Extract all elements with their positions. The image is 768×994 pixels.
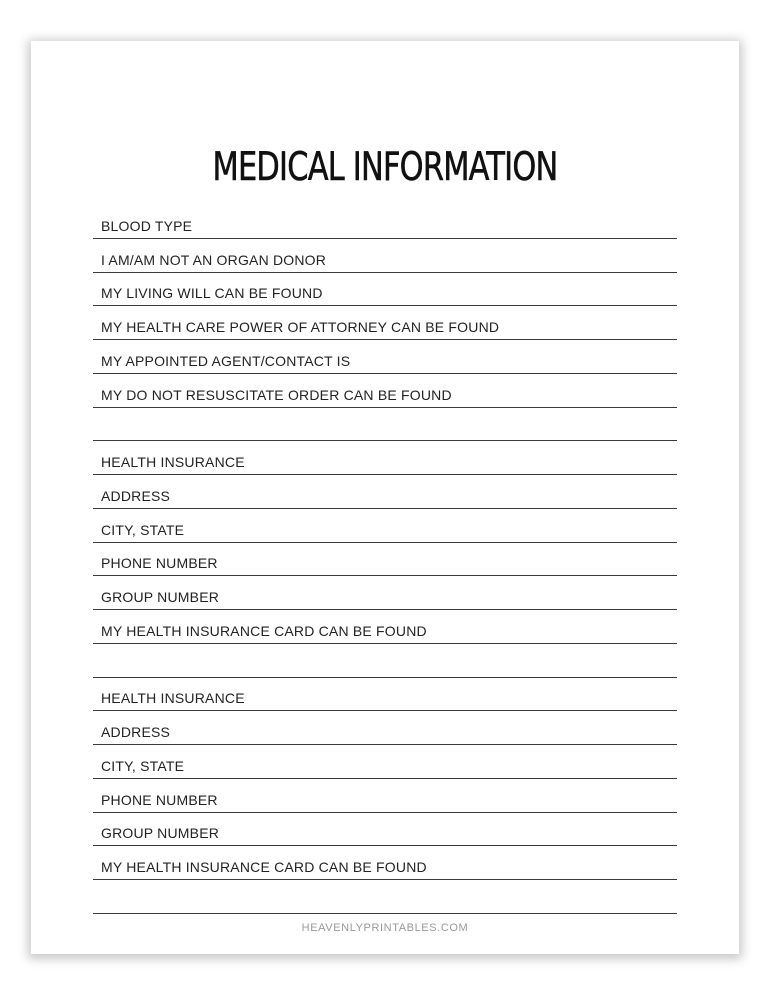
form-row-phone-1[interactable] xyxy=(93,543,677,577)
form-row-phone-2[interactable] xyxy=(93,779,677,813)
row-label: GROUP NUMBER xyxy=(101,825,220,842)
row-label: MY LIVING WILL CAN BE FOUND xyxy=(101,285,323,302)
form-row-blank[interactable] xyxy=(93,408,677,442)
form-row-city-state-1[interactable] xyxy=(93,509,677,543)
row-label: MY APPOINTED AGENT/CONTACT IS xyxy=(101,352,351,369)
form-row-insurance-card-2[interactable] xyxy=(93,846,677,880)
row-label: BLOOD TYPE xyxy=(101,217,193,234)
page-title: MEDICAL INFORMATION xyxy=(212,145,558,190)
form-row-address-2[interactable] xyxy=(93,711,677,745)
medical-info-form xyxy=(93,205,677,914)
printable-page xyxy=(31,41,739,954)
row-label: PHONE NUMBER xyxy=(101,791,218,808)
row-label: GROUP NUMBER xyxy=(101,589,220,605)
row-label: CITY, STATE xyxy=(101,757,185,774)
row-label: ADDRESS xyxy=(101,487,171,504)
row-label: MY HEALTH INSURANCE CARD CAN BE FOUND xyxy=(101,859,427,875)
row-label: HEALTH INSURANCE xyxy=(101,454,245,470)
form-row-appointed-agent[interactable] xyxy=(93,340,677,374)
row-label: PHONE NUMBER xyxy=(101,555,218,572)
row-label: MY DO NOT RESUSCITATE ORDER CAN BE FOUND xyxy=(101,386,452,403)
footer-website: HEAVENLYPRINTABLES.COM xyxy=(301,922,469,934)
form-row-blank[interactable] xyxy=(93,880,677,914)
form-row-blank[interactable] xyxy=(93,644,677,678)
form-row-living-will[interactable] xyxy=(93,273,677,307)
form-row-insurance-card-1[interactable] xyxy=(93,610,677,644)
form-row-health-insurance-1[interactable] xyxy=(93,441,677,475)
form-row-group-number-1[interactable] xyxy=(93,576,677,610)
form-row-address-1[interactable] xyxy=(93,475,677,509)
row-label: CITY, STATE xyxy=(101,521,185,538)
row-label: MY HEALTH CARE POWER OF ATTORNEY CAN BE FOUND xyxy=(101,319,500,335)
form-row-city-state-2[interactable] xyxy=(93,745,677,779)
form-row-health-insurance-2[interactable] xyxy=(93,678,677,712)
form-row-power-of-attorney[interactable] xyxy=(93,306,677,340)
row-label: I AM/AM NOT AN ORGAN DONOR xyxy=(101,251,327,268)
row-label: MY HEALTH INSURANCE CARD CAN BE FOUND xyxy=(101,622,427,639)
row-label: HEALTH INSURANCE xyxy=(101,690,245,707)
form-row-group-number-2[interactable] xyxy=(93,813,677,847)
form-row-blood-type[interactable] xyxy=(93,205,677,239)
form-row-dnr-order[interactable] xyxy=(93,374,677,408)
form-row-organ-donor[interactable] xyxy=(93,239,677,273)
row-label: ADDRESS xyxy=(101,724,171,740)
